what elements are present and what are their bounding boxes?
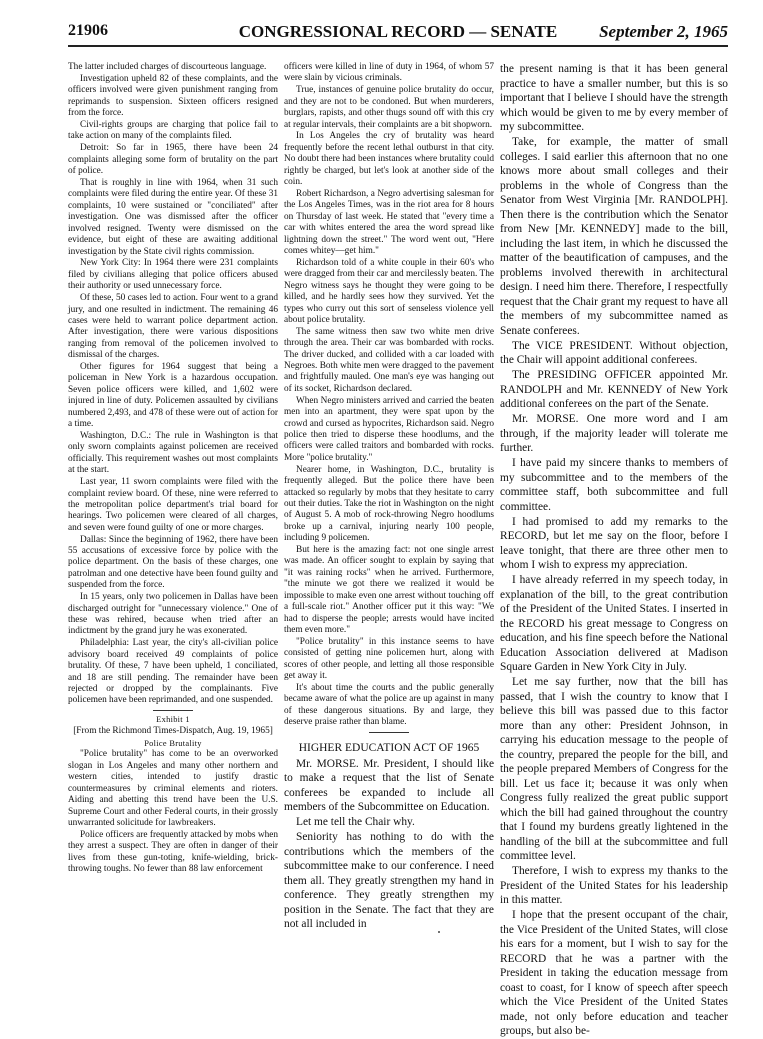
paragraph: officers were killed in line of duty in 1964, of whom 57 were slain by vicious criminals. bbox=[284, 62, 494, 84]
paragraph: The VICE PRESIDENT. Without objection, the Chair will appoint additional conferees. bbox=[500, 339, 728, 366]
exhibit-source: [From the Richmond Times-Dispatch, Aug. 19, 1965] bbox=[73, 725, 273, 736]
divider bbox=[369, 732, 409, 733]
paragraph: It's about time the courts and the public generally became aware of what the police are up against in many of these dangerous situations. By and large, they deserve praise rather than blame. bbox=[284, 682, 494, 728]
exhibit-title: Police Brutality bbox=[144, 738, 202, 748]
paragraph: The latter included charges of discourteous language. bbox=[68, 62, 267, 72]
paragraph: The same witness then saw two white men drive through the area. Their car was bombarded with rocks. The driver ducked, and collided with a car loaded with Negroes. Both white men were dragged to the pavement and frightfully mauled. One man's eye was hanging out of its socket, Richardson declared. bbox=[284, 326, 494, 394]
paragraph: When Negro ministers arrived and carried the beaten men into an apartment, they were spat upon by the crowd and cursed as hypocrites, Richardson said. Negro police then tried to disperse these hoodlums, and the officers were called traitors and bombarded with rocks. More "police brutality." bbox=[284, 395, 494, 463]
divider bbox=[153, 710, 193, 711]
paragraph: the present naming is that it has been general practice to have a smaller number, but this is so important that I believe I should have the strength which would be given to me by every member of my subcommittee. bbox=[500, 63, 728, 133]
paragraph: Investigation upheld 82 of these complaints, and the officers involved were given punishment ranging from reprimands to suspension. Sixteen officers resigned from the force. bbox=[68, 73, 278, 119]
paragraph: Therefore, I wish to express my thanks to the President of the United States for his leadership in this matter. bbox=[500, 865, 728, 906]
paragraph: Dallas: Since the beginning of 1962, there have been 55 accusations of excessive force by police with the police department. On the basis of these charges, one patrolman and one detective have been found guilty and suspended from the force. bbox=[68, 534, 278, 591]
paragraph: Detroit: So far in 1965, there have been 24 complaints alleging some form of brutality on the part of police. bbox=[68, 143, 278, 177]
paragraph: In 15 years, only two policemen in Dallas have been discharged outright for "unnecessary violence." One of these was rehired, because when tried after an indictment by the grand jury he was exonerated. bbox=[68, 592, 278, 637]
paragraph: Washington, D.C.: The rule in Washington is that only sworn complaints against policemen are received officially. This requirement washes out most complaints at the start. bbox=[68, 431, 278, 476]
paragraph: Richardson told of a white couple in their 60's who were dragged from their car and mercilessly beaten. The Negro witness says he thought they were going to be killed, and he hardly sees how they survived. Yet the types who curry out this sort of senseless violence yell about police brutality. bbox=[284, 257, 494, 325]
paragraph: Let me tell the Chair why. bbox=[296, 816, 415, 829]
publication-title: CONGRESSIONAL RECORD — SENATE bbox=[238, 22, 558, 41]
paragraph: In Los Angeles the cry of brutality was heard frequently before the recent lethal outburst in that city. No doubt there had been instances where brutality could rightly be charged, but let's look at another side of the coin. bbox=[284, 131, 494, 188]
paragraph: I hope that the present occupant of the chair, the Vice President of the United States, will close his ears for a moment, but I wish to say for the RECORD that he was a partner with the President in taking the education message from coast to coast, for I know of speech after speech which the Vice President of the United States made, not only before education and teacher groups, but also be- bbox=[500, 909, 728, 1037]
paragraph: Other figures for 1964 suggest that being a policeman in New York is a hazardous occupation. Seven police officers were killed, and 1,602 were injured in line of duty. Policemen assaulted by civilians numbered 2,493, and 478 of these were out of action for a time. bbox=[68, 362, 278, 430]
paragraph: True, instances of genuine police brutality do occur, and they are not to be condoned. But when murderers, burglars, rapists, and other thugs sound off with this cry at regular intervals, their complaints are a bit shopworn. bbox=[284, 85, 494, 130]
paragraph: Philadelphia: Last year, the city's all-civilian police advisory board received 49 complaints of police brutality. Of these, 7 have been upheld, 1 conciliated, and 18 are still pending. The remainder have been rejected or dropped by the complainants. Five policemen have been reprimanded, and one suspended. bbox=[68, 638, 278, 706]
paragraph: "Police brutality" in this instance seems to have consisted of getting nine policemen hurt, along with scores of other people, and letting all those responsible get away it. bbox=[284, 636, 494, 682]
paragraph: Civil-rights groups are charging that police fail to take action on many of the complaints filed. bbox=[68, 120, 278, 142]
paragraph: Last year, 11 sworn complaints were filed with the complaint review board. Of these, nine were referred to the metropolitan police department's trial board for hearings. Two policemen were cleared of all charges, and seven were found guilty of one or more charges. bbox=[68, 477, 278, 533]
paragraph: Take, for example, the matter of small colleges. I said earlier this afternoon that no one knows more about small colleges and their problems in the whole of Congress than the Senator from West Virginia [Mr. RANDOLPH]. Then there is the contribution which the Senator from New [Mr. KENNEDY] made to the bill, including the last item, in which he discussed the matter of the beautification of campuses, and the problems involved therewith in architectural design. I need him there. Therefore, I respectfully request that the Chair grant my request to have all the members of my subcommittee named as Senate conferees. bbox=[500, 136, 728, 337]
exhibit-heading: Exhibit 1 bbox=[156, 714, 190, 724]
column-2 bbox=[284, 62, 494, 982]
paragraph: Mr. MORSE. One more word and I am through, if the majority leader will tolerate me further. bbox=[500, 413, 728, 454]
section-heading: HIGHER EDUCATION ACT OF 1965 bbox=[298, 741, 480, 754]
header-rule bbox=[68, 45, 728, 47]
print-speck bbox=[438, 931, 440, 933]
column-1 bbox=[68, 62, 278, 982]
paragraph: That is roughly in line with 1964, when 31 such complaints were filed during the entire year. Of these 31 complaints, 10 were sustained or "conciliated" after investigation. One was dismissed after the officer involved resigned. Twenty were dismissed on the evidence, but eight of these are awaiting additional investigation by the State civil rights commission. bbox=[68, 178, 278, 257]
paragraph: Robert Richardson, a Negro advertising salesman for the Los Angeles Times, was in the riot area for 8 hours on Thursday of last week. He stated that "every time a car with whites entered the area the word spread like lightning down the street." The word went out, "Here comes whitey—get him." bbox=[284, 188, 494, 256]
issue-date: September 2, 1965 bbox=[599, 22, 728, 41]
paragraph: Nearer home, in Washington, D.C., brutality is frequently alleged. But the police there have been attacked so regularly by mobs that they hesitate to carry out their duties. Take the riot in Washington on the night of August 5. A mob of rock-throwing Negro hoodlums broke up a carnival, injuring nearly 100 people, including 9 policemen. bbox=[284, 464, 494, 544]
page-number: 21906 bbox=[68, 22, 108, 39]
paragraph: Let me say further, now that the bill has passed, that I wish the country to know that I believe this bill was passed due to this factor more than any other: President Johnson, in carrying his education message to the people of the country, prepared the people for the bill, and the people prepared Members of Congress for the bill. Let us face it; because it was only when Congress fully realized the great public support which the bill had gained throughout the country that I found my burdens greatly lightened in the handling of the bill at the subcommittee and full committee level. bbox=[500, 676, 728, 862]
paragraph: The PRESIDING OFFICER appointed Mr. RANDOLPH and Mr. KENNEDY of New York additional conferees on the part of the Senate. bbox=[500, 369, 728, 410]
paragraph: Mr. MORSE. Mr. President, I should like to make a request that the list of Senate conferees be expanded to include all members of the Subcommittee on Education. bbox=[284, 757, 494, 814]
paragraph: Seniority has nothing to do with the contributions which the members of the subcommittee make to our conference. I need them all. They greatly strengthen my hand in conference. They greatly strengthen my position in the Senate. The fact that they are not all included in bbox=[284, 831, 494, 931]
column-3 bbox=[500, 62, 728, 1037]
paragraph: Of these, 50 cases led to action. Four went to a grand jury, and one resulted in indictment. The remaining 46 cases were held to warrant police department action. After investigation, there were various dispositions ranging from removal of the policemen involved to dismissal of the charges. bbox=[68, 293, 278, 361]
paragraph: I have paid my sincere thanks to members of my subcommittee and to the members of the committee staff, both subcommittee and full committee. bbox=[500, 457, 728, 513]
paragraph: Police officers are frequently attacked by mobs when they arrest a suspect. They are often in danger of their lives from these gun-toting, knife-wielding, brick-throwing toughs. No fewer than 88 law enforcement bbox=[68, 829, 278, 875]
paragraph: I have already referred in my speech today, in explanation of the bill, to the great contribution of the President of the United States. I inserted in the RECORD his great message to Congress on education, and his fine speech before the National Education Association delivered at Madison Square Garden in New York City in July. bbox=[500, 574, 728, 673]
paragraph: "Police brutality" has come to be an overworked slogan in Los Angeles and many other northern and western cities, intended to justify drastic countermeasures by criminal elements and rioters. Aiding and abetting this trend have been the U.S. Supreme Court and other Federal courts, in their grossly unwarranted solicitude for lawbreakers. bbox=[68, 749, 278, 828]
speech-block bbox=[284, 757, 494, 932]
paragraph: I had promised to add my remarks to the RECORD, but let me say on the floor, before I leave tonight, that there are three other men to whom I wish to express my appreciation. bbox=[500, 515, 728, 571]
paragraph: But here is the amazing fact: not one single arrest was made. An officer sought to explain by saying that "it was raining rocks" when he arrived. Furthermore, "the minute we got there we realized it would be impossible to make even one arrest without touching off a full-scale riot." Another officer put it this way: "We had to disperse the people; arrests would have incited them even more." bbox=[284, 545, 494, 635]
paragraph: New York City: In 1964 there were 231 complaints filed by civilians alleging that police officers abused their authority or used unnecessary force. bbox=[68, 258, 278, 292]
